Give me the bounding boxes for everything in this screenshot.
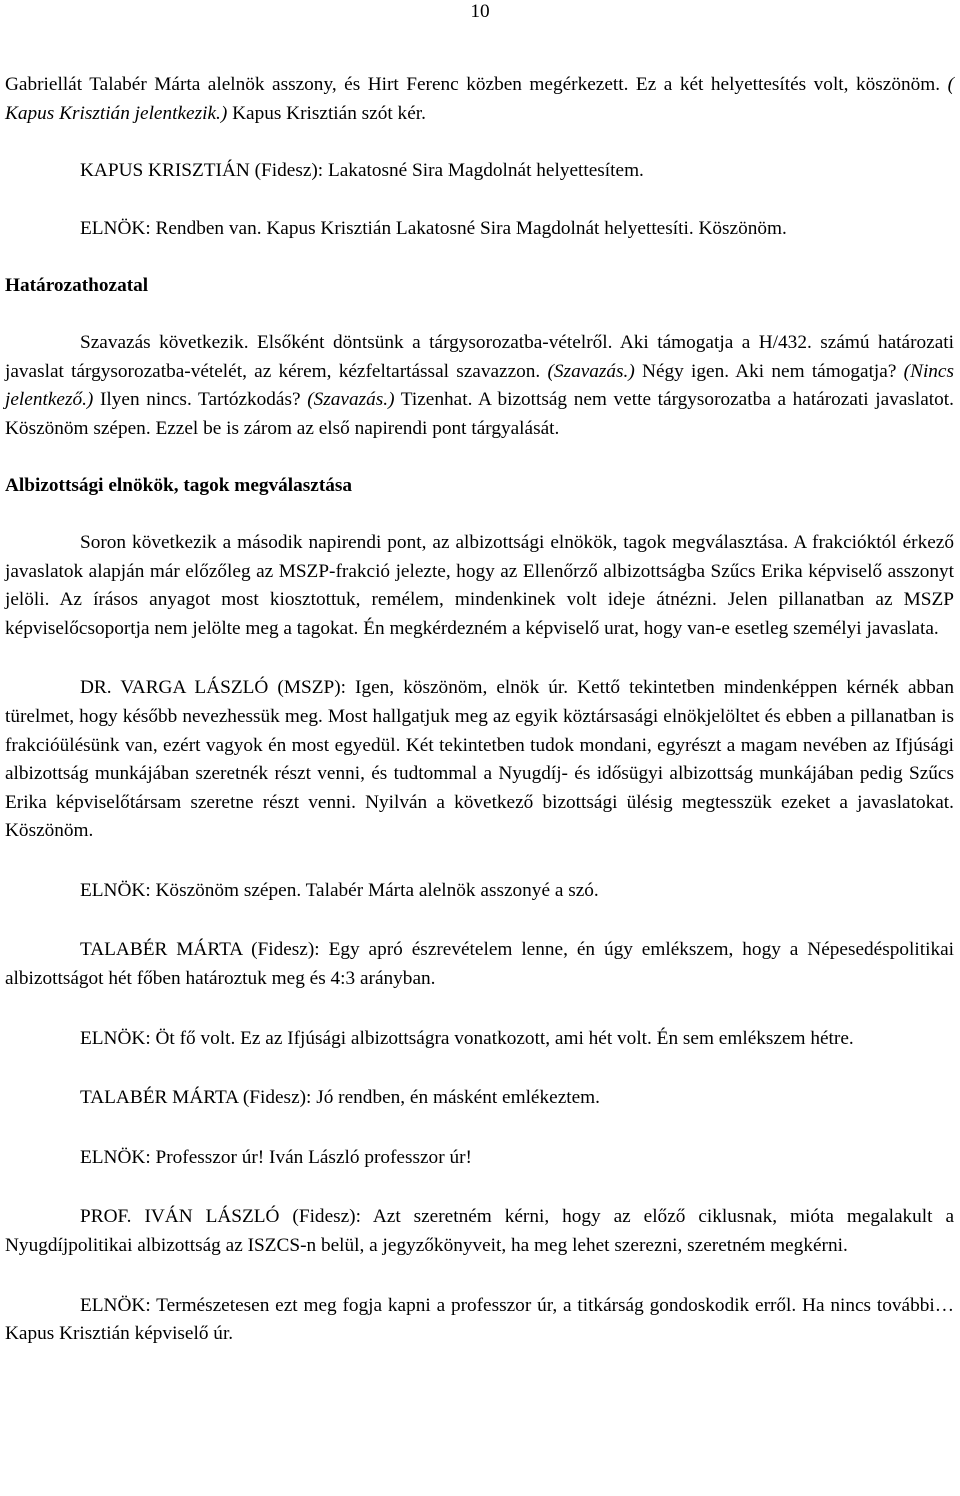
paragraph-varga: DR. VARGA LÁSZLÓ (MSZP): Igen, köszönöm, elnök úr. Kettő tekintetben mindenképpen kérnék abban türelmet, hogy később nevezhessük meg. Most hallgatjuk meg az egyik köztársasági elnökjelöltet és ebben a pillanatban is frakcióülésünk van, ezért vagyok én most egyedül. Két tekintetben tudok mondani, egyrészt a magam nevében az Ifjúsági albizottság munkájában szeretnék részt venni, és tudtommal a Nyugdíj- és idősügyi albizottság munkájában pedig Szűcs Erika képviselőtársam szeretne részt venni. Nyilván a következő bizottsági ülésig megtesszük ezeket a javaslatokat. Köszönöm. bbox=[5, 677, 954, 842]
paragraph-talaber-2: TALABÉR MÁRTA (Fidesz): Jó rendben, én másként emlékeztem. bbox=[80, 1087, 600, 1109]
paragraph-ivan: PROF. IVÁN LÁSZLÓ (Fidesz): Azt szeretném kérni, hogy az előző ciklusnak, mióta megalakult a Nyugdíjpolitikai albizottság az ISZCS-n belül, a jegyzőkönyveit, ha meg lehet szerezni, szeretném megkérni. bbox=[5, 1206, 954, 1257]
text-run: Gabriellát Talabér Márta alelnök asszony, és Hirt Ferenc közben megérkezett. Ez a két helyettesítés volt, köszönöm. bbox=[5, 74, 941, 95]
text-run: Kapus Krisztián szót kér. bbox=[232, 102, 426, 124]
paragraph-talaber-1: TALABÉR MÁRTA (Fidesz): Egy apró észrevételem lenne, én úgy emlékszem, hogy a Népesedéspolitikai albizottságot hét főben határoztuk meg és 4:3 arányban. bbox=[5, 939, 954, 990]
text-run: Tizenhat. A bizottság nem vette tárgysorozatba a határozati javaslatot. Köszönöm szépen. Ezzel be is zárom az első napirendi pont tárgyalását. bbox=[5, 389, 954, 439]
paragraph-elnok-termeszetesen: ELNÖK: Természetesen ezt meg fogja kapni a professzor úr, a titkárság gondoskodik erről. Ha nincs további… Kapus Krisztián képviselő úr. bbox=[5, 1294, 954, 1345]
section-heading-hatarozathozatal: Határozathozatal bbox=[5, 275, 149, 297]
stage-direction: (Szavazás.) bbox=[547, 360, 635, 382]
page-number: 10 bbox=[470, 1, 490, 22]
paragraph-kapus: KAPUS KRISZTIÁN (Fidesz): Lakatosné Sira Magdolnát helyettesítem. bbox=[80, 160, 644, 182]
paragraph-soron-kovetkezik: Soron következik a második napirendi pont, az albizottsági elnökök, tagok megválasztása. A frakcióktól érkező javaslatok alapján már előzőleg az MSZP-frakció jelezte, hogy az Ellenőrző albizottságba Szűcs Erika képviselő asszonyt jelöli. Az írásos anyagot most kiosztottuk, remélem, mindenkinek volt ideje átnézni. Jelen pillanatban az MSZP képviselőcsoportja nem jelölte meg a tagokat. Én megkérdezném a képviselő urat, hogy van-e esetleg személyi javaslata. bbox=[5, 531, 954, 639]
document-body bbox=[5, 71, 954, 1349]
paragraph-elnok-koszonom: ELNÖK: Köszönöm szépen. Talabér Márta alelnök asszonyé a szó. bbox=[80, 879, 599, 901]
paragraph-elnok-ot-fo: ELNÖK: Öt fő volt. Ez az Ifjúsági albizottságra vonatkozott, ami hét volt. Én sem emlékszem hétre. bbox=[80, 1027, 854, 1049]
paragraph-substitutions bbox=[5, 71, 954, 128]
stage-direction: (Nincs jelentkező.) bbox=[5, 360, 954, 411]
paragraph-elnok-rendben: ELNÖK: Rendben van. Kapus Krisztián Lakatosné Sira Magdolnát helyettesíti. Köszönöm. bbox=[80, 217, 787, 239]
section-heading-albizottsagi: Albizottsági elnökök, tagok megválasztása bbox=[5, 475, 353, 497]
stage-direction: ( Kapus Krisztián jelentkezik.) bbox=[5, 74, 954, 124]
text-run: Négy igen. Aki nem támogatja? bbox=[642, 360, 897, 382]
paragraph-elnok-professzor: ELNÖK: Professzor úr! Iván László professzor úr! bbox=[80, 1146, 472, 1168]
paragraph-szavazas bbox=[5, 329, 954, 443]
stage-direction: (Szavazás.) bbox=[307, 389, 395, 411]
text-run: Ilyen nincs. Tartózkodás? bbox=[99, 389, 301, 411]
text-run: Szavazás következik. Elsőként döntsünk a tárgysorozatba-vételről. Aki támogatja a H/432. számú határozati javaslat tárgysorozatba-vételét, az kérem, kézfeltartással szavazzon. bbox=[5, 331, 954, 382]
